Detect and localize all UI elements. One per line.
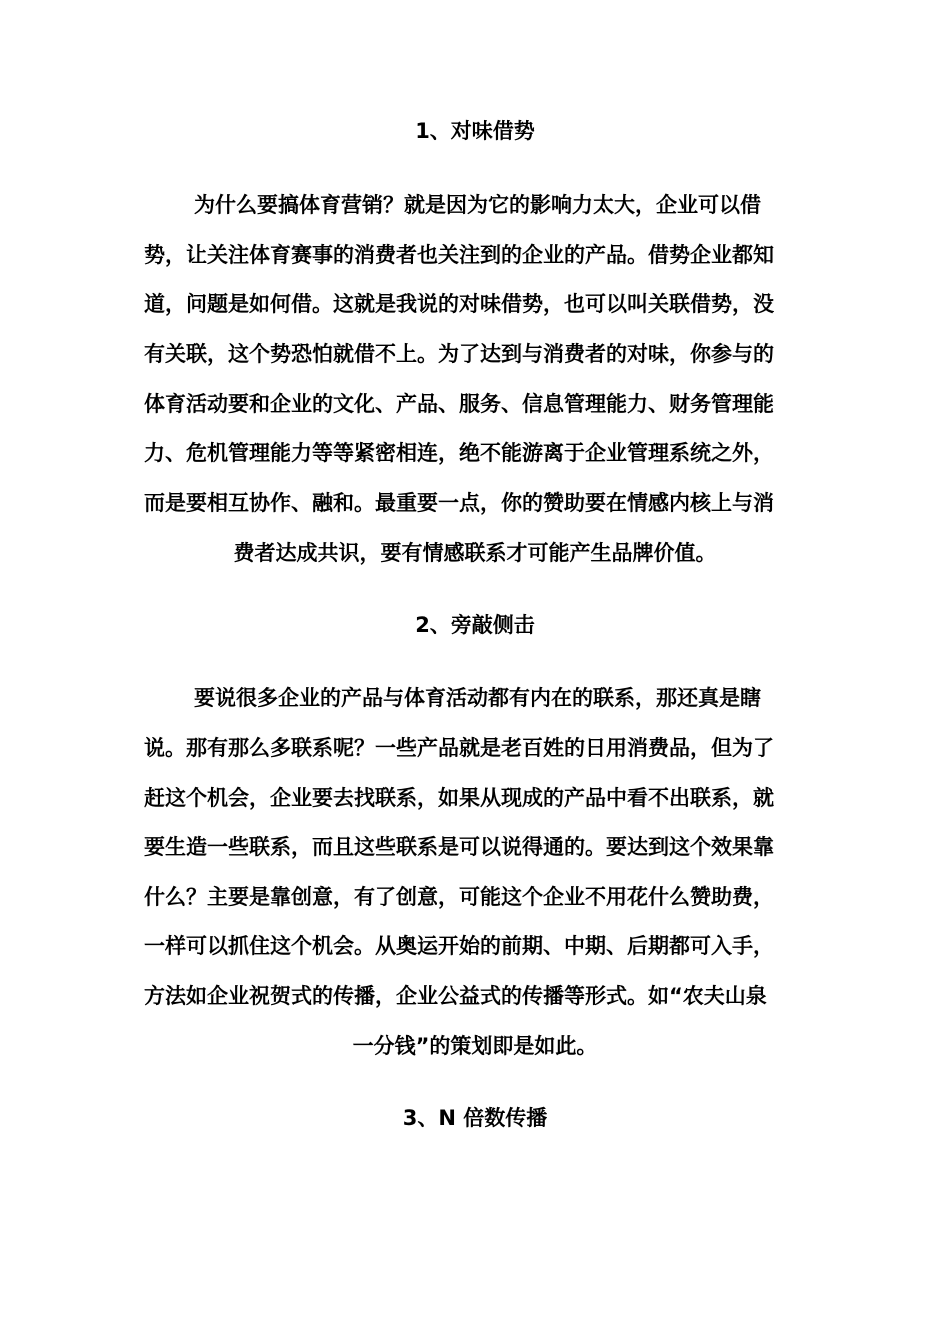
paragraph-line: 说。那有那么多联系呢？一些产品就是老百姓的日用消费品，但为了 [144,736,774,760]
paragraph-line: 赶这个机会，企业要去找联系，如果从现成的产品中看不出联系，就 [144,786,774,810]
paragraph-line: 什么？主要是靠创意，有了创意，可能这个企业不用花什么赞助费， [144,885,774,909]
section-1-heading: 1、对味借势 [415,119,535,143]
paragraph-line: 方法如企业祝贺式的传播，企业公益式的传播等形式。如“农夫山泉 [144,984,767,1008]
paragraph-line: 费者达成共识，要有情感联系才可能产生品牌价值。 [233,541,717,565]
section-3-heading: 3、N 倍数传播 [402,1106,548,1130]
paragraph-line: 要说很多企业的产品与体育活动都有内在的联系，那还真是瞎 [194,686,761,710]
paragraph-line: 一样可以抓住这个机会。从奥运开始的前期、中期、后期都可入手， [144,934,774,958]
paragraph-line: 势，让关注体育赛事的消费者也关注到的企业的产品。借势企业都知 [144,243,774,267]
paragraph-line: 力、危机管理能力等等紧密相连，绝不能游离于企业管理系统之外， [144,441,774,465]
section-2-heading: 2、旁敲侧击 [415,613,535,637]
paragraph-line: 有关联，这个势恐怕就借不上。为了达到与消费者的对味，你参与的 [144,342,774,366]
paragraph-line: 而是要相互协作、融和。最重要一点，你的赞助要在情感内核上与消 [144,491,774,515]
paragraph-line: 道，问题是如何借。这就是我说的对味借势，也可以叫关联借势，没 [144,292,774,316]
paragraph-line: 为什么要搞体育营销？就是因为它的影响力太大，企业可以借 [194,193,761,217]
paragraph-line: 要生造一些联系，而且这些联系是可以说得通的。要达到这个效果靠 [144,835,774,859]
paragraph-line: 体育活动要和企业的文化、产品、服务、信息管理能力、财务管理能 [144,392,774,416]
paragraph-line: 一分钱”的策划即是如此。 [352,1034,598,1058]
